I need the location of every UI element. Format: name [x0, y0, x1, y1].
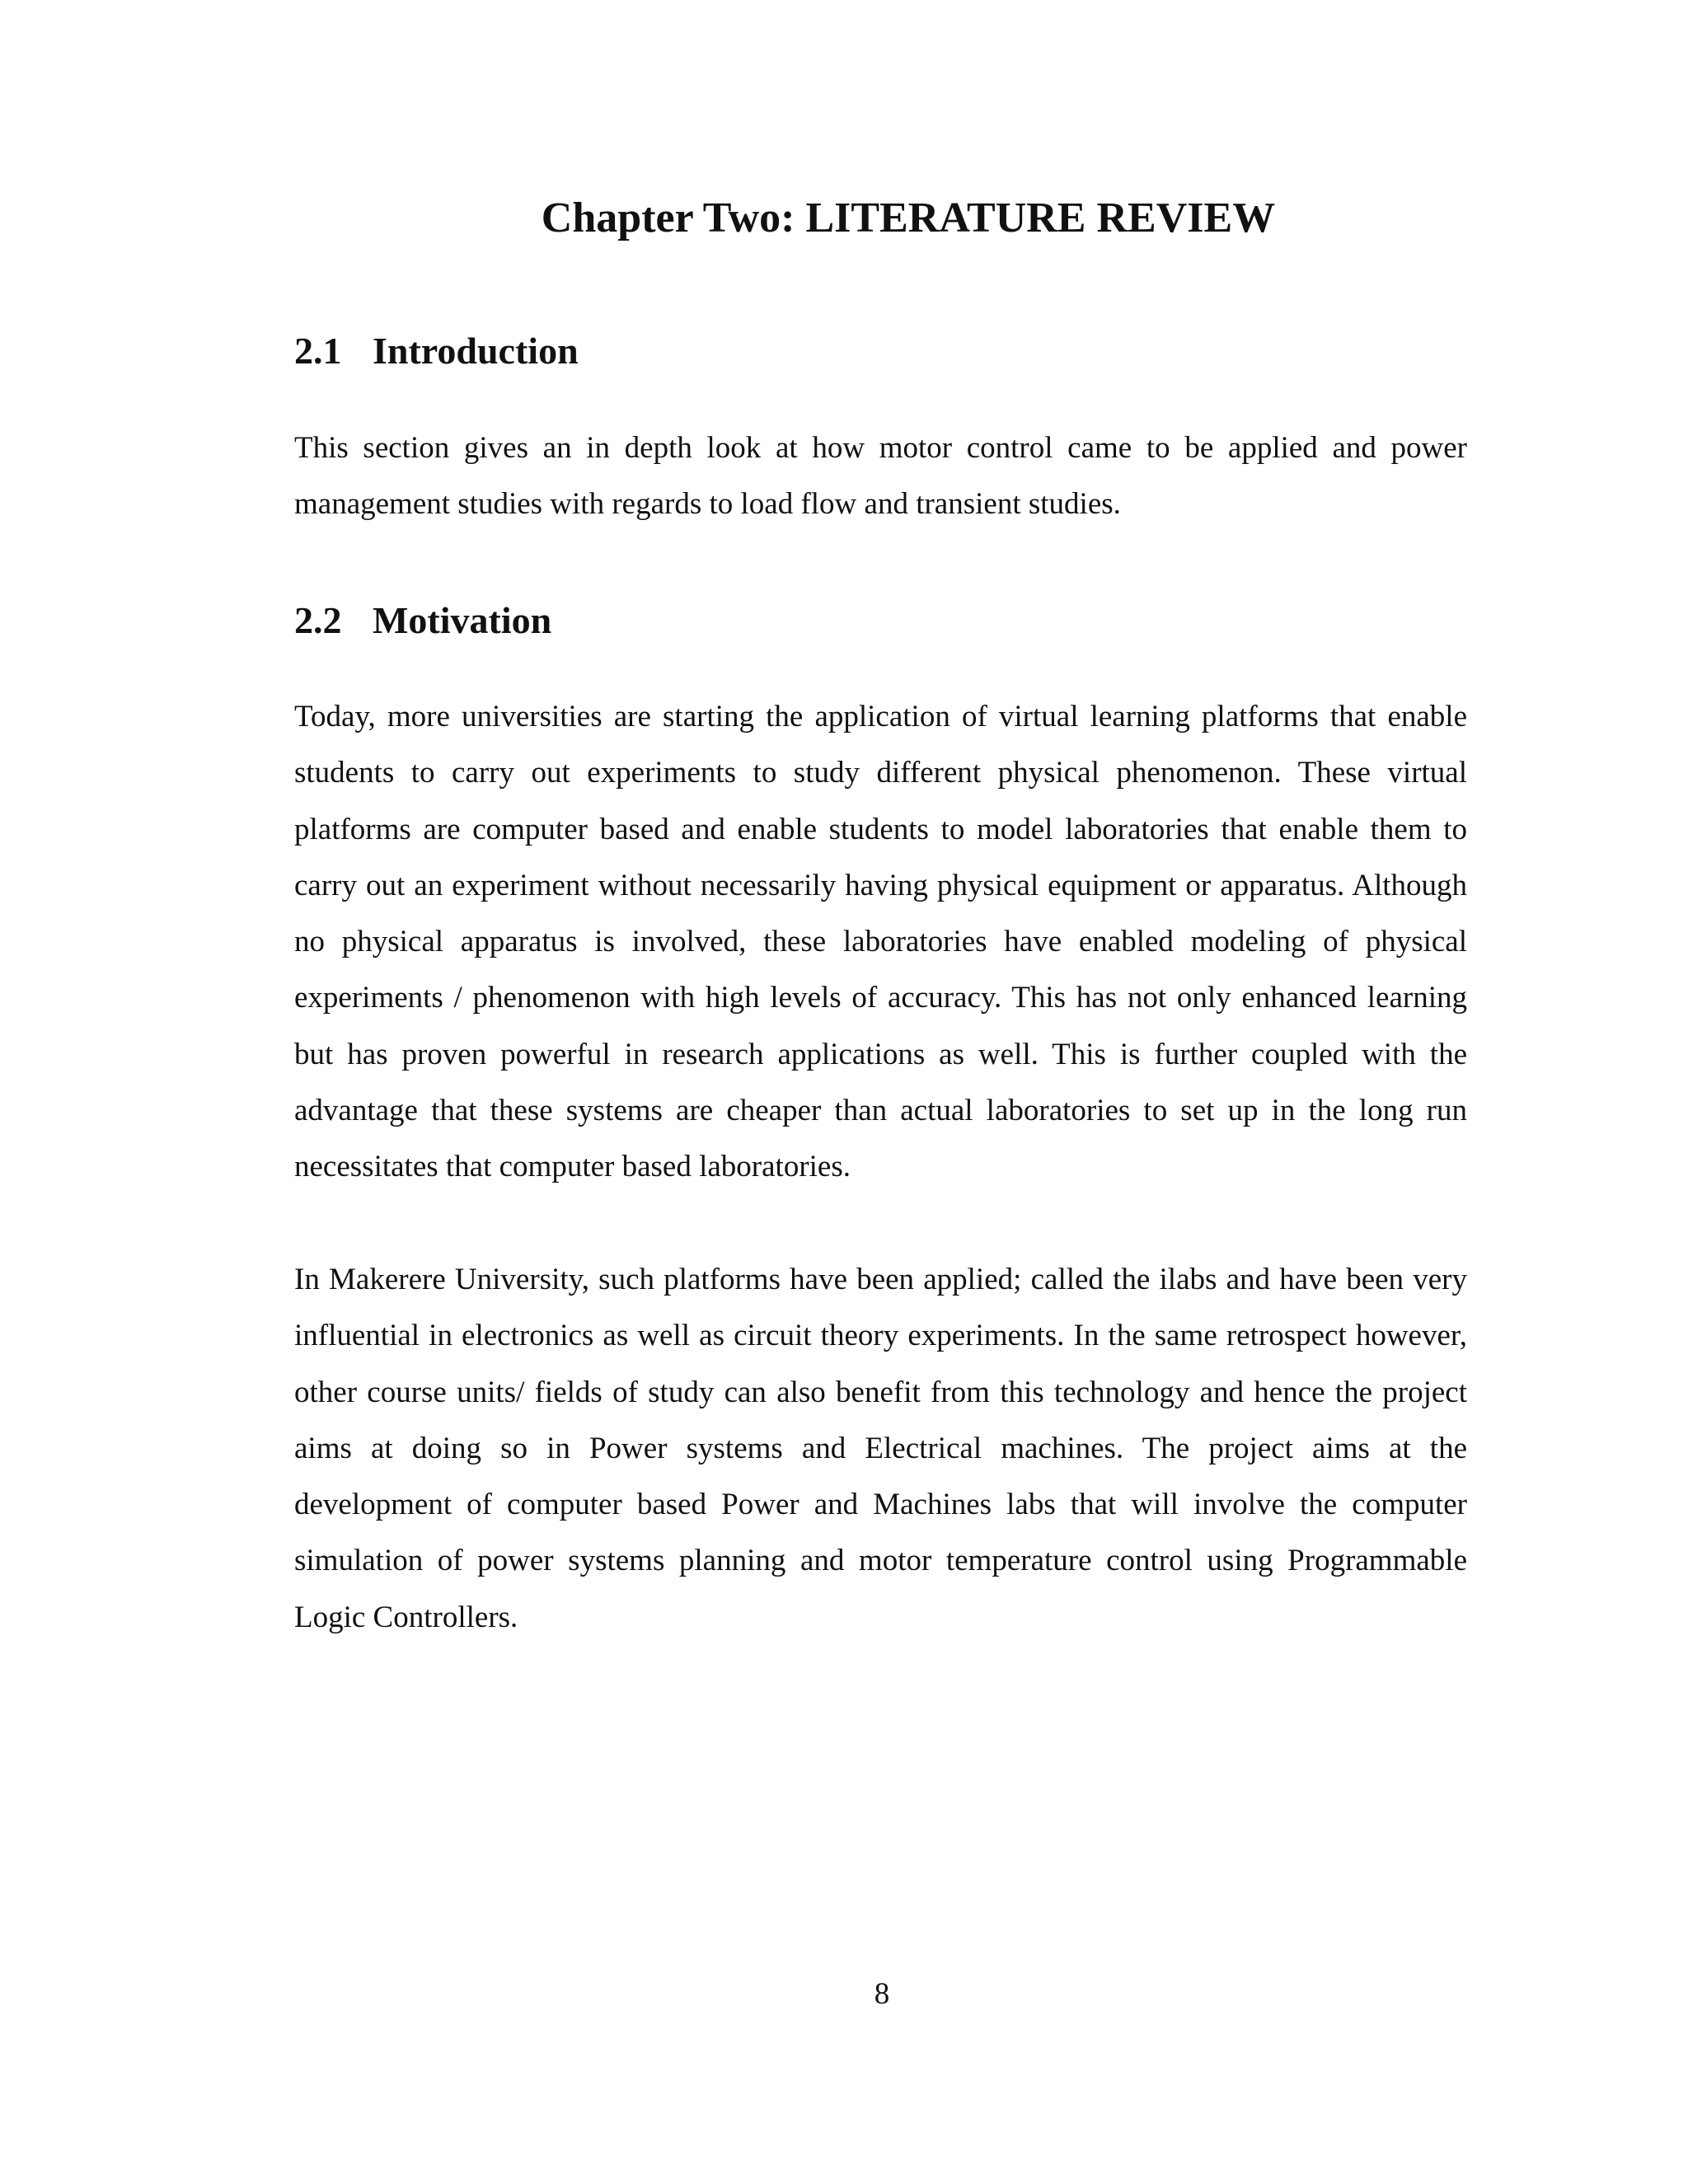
chapter-title: Chapter Two: LITERATURE REVIEW [541, 194, 1276, 241]
section-heading-introduction [294, 326, 579, 377]
section-number: 2.2 [294, 599, 342, 641]
motivation-paragraph-1: Today, more universities are starting the application of virtual learning platforms that enable students to carry out experiments to study different physical phenomenon. These virtual platforms are computer based and enable students to model laboratories that enable them to carry out an experiment without necessarily having physical equipment or apparatus. Although no physical apparatus is involved, these laboratories have enabled modeling of physical experiments / phenomenon with high levels of accuracy. This has not only enhanced learning but has proven powerful in research applications as well. This is further coupled with the advantage that these systems are cheaper than actual laboratories to set up in the long run necessitates that computer based laboratories. [294, 700, 1467, 1184]
section-number: 2.1 [294, 330, 342, 372]
section-title: Introduction [373, 330, 579, 372]
motivation-paragraph-2: In Makerere University, such platforms have been applied; called the ilabs and have been very influential in electronics as well as circuit theory experiments. In the same retrospect however, other course units/ fields of study can also benefit from this technology and hence the project aims at doing so in Power systems and Electrical machines. The project aims at the development of computer based Power and Machines labs that will involve the computer simulation of power systems planning and motor temperature control using Programmable Logic Controllers. [294, 1263, 1467, 1634]
introduction-paragraph: This section gives an in depth look at how motor control came to be applied and power management studies with regards to load flow and transient studies. [294, 431, 1467, 522]
section-title: Motivation [373, 599, 552, 641]
section-heading-motivation [294, 595, 551, 646]
page-number: 8 [874, 1977, 890, 2011]
